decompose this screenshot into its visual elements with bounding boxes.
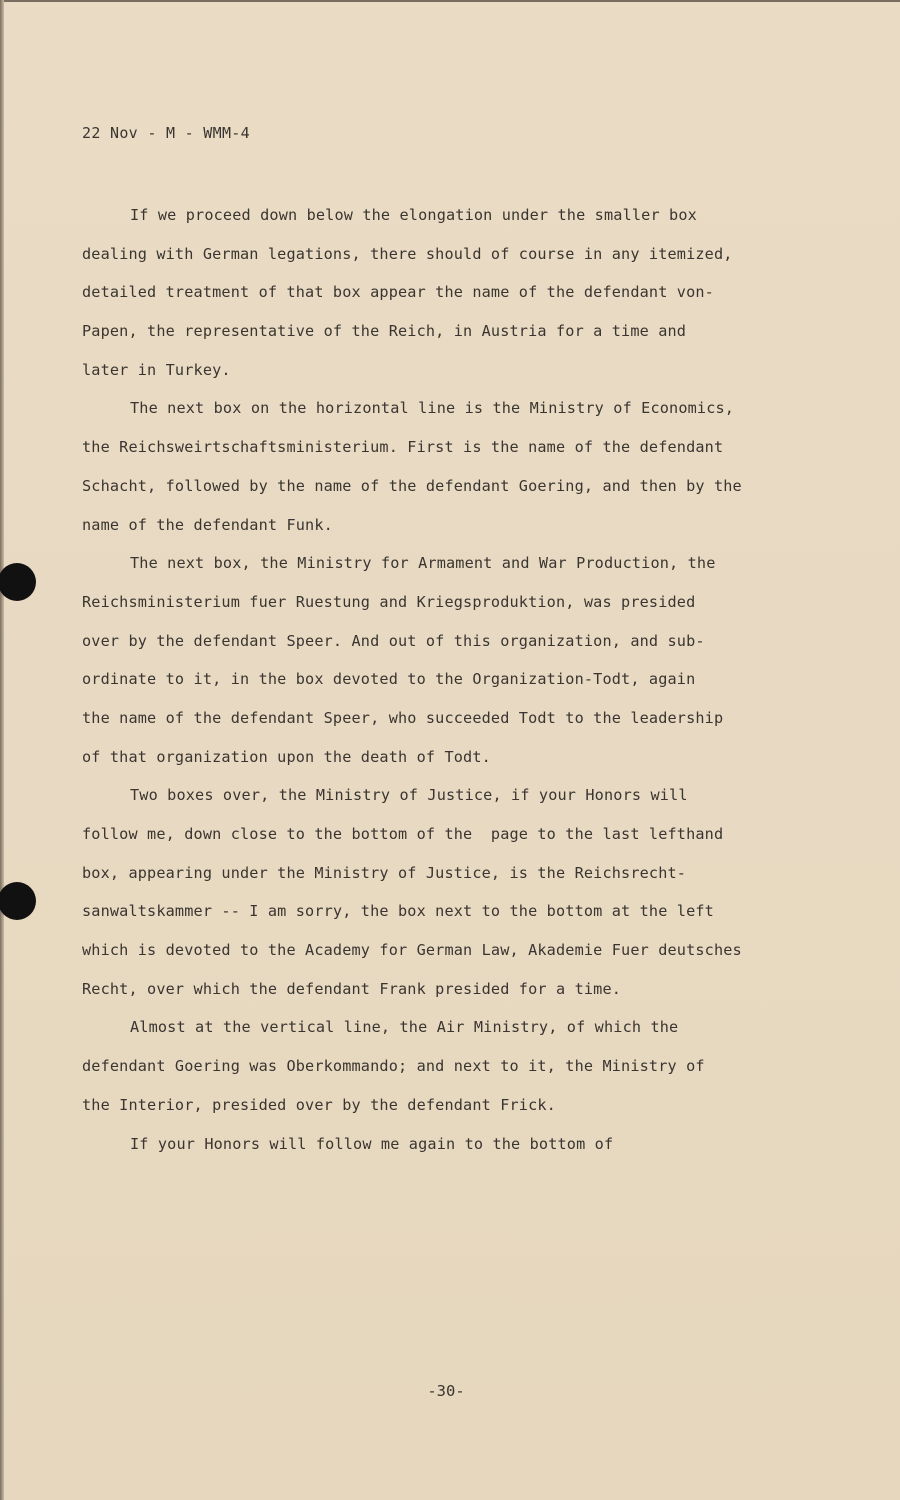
transcript-body: [82, 196, 782, 1163]
text-line: Papen, the representative of the Reich, in Austria for a time and: [82, 322, 687, 341]
text-line: Schacht, followed by the name of the defendant Goering, and then by the: [82, 476, 742, 495]
punch-hole-upper: [0, 563, 36, 601]
page-top-edge: [0, 0, 900, 2]
text-line: If your Honors will follow me again to the bottom of: [130, 1134, 614, 1153]
page-number-label: -30-: [427, 1382, 465, 1400]
text-line: ordinate to it, in the box devoted to the Organization-Todt, again: [82, 670, 696, 689]
text-line: defendant Goering was Oberkommando; and next to it, the Ministry of: [82, 1057, 705, 1076]
text-line: Two boxes over, the Ministry of Justice, if your Honors will: [130, 786, 688, 805]
text-line: name of the defendant Funk.: [82, 515, 333, 534]
text-line: over by the defendant Speer. And out of this organization, and sub-: [82, 631, 705, 650]
text-line: the name of the defendant Speer, who succeeded Todt to the leadership: [82, 708, 724, 727]
text-line: the Reichsweirtschaftsministerium. First is the name of the defendant: [82, 438, 724, 457]
punch-hole-lower: [0, 882, 36, 920]
text-line: Recht, over which the defendant Frank presided for a time.: [82, 979, 622, 998]
text-line: later in Turkey.: [82, 360, 231, 379]
text-line: follow me, down close to the bottom of the page to the last lefthand: [82, 825, 724, 843]
text-line: which is devoted to the Academy for German Law, Akademie Fuer deutsches: [82, 941, 742, 960]
text-line: detailed treatment of that box appear the name of the defendant von-: [82, 283, 714, 302]
page-number: [0, 1382, 900, 1400]
text-line: box, appearing under the Ministry of Justice, is the Reichsrecht-: [82, 863, 687, 882]
text-line: of that organization upon the death of Todt.: [82, 747, 491, 766]
text-line: Almost at the vertical line, the Air Ministry, of which the: [130, 1018, 679, 1037]
text-line: Reichsministerium fuer Ruestung and Kriegsproduktion, was presided: [82, 592, 696, 611]
document-reference: 22 Nov - M - WMM-4: [82, 124, 250, 142]
page-left-edge: [0, 0, 4, 1500]
text-line: dealing with German legations, there should of course in any itemized,: [82, 244, 733, 263]
text-line: The next box on the horizontal line is the Ministry of Economics,: [130, 399, 735, 418]
text-line: The next box, the Ministry for Armament and War Production, the: [130, 554, 716, 573]
text-line: If we proceed down below the elongation under the smaller box: [130, 206, 697, 224]
text-line: the Interior, presided over by the defendant Frick.: [82, 1095, 556, 1114]
text-line: sanwaltskammer -- I am sorry, the box next to the bottom at the left: [82, 902, 714, 921]
